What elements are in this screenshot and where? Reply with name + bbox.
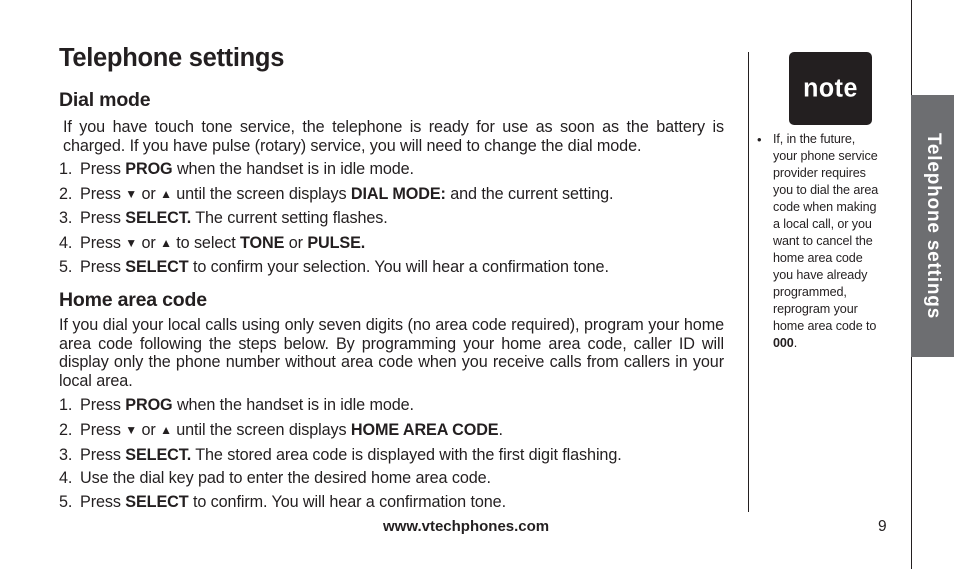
dial-step-4 [59, 234, 365, 253]
key-label: PROG [125, 160, 173, 178]
step-text: or [284, 234, 308, 252]
side-tab-label: Telephone settings [923, 132, 944, 320]
up-arrow-icon: ▲ [160, 423, 172, 437]
dial-mode-heading: Dial mode [59, 89, 151, 111]
step-number: 1. [59, 160, 73, 178]
step-text: or [137, 421, 161, 439]
step-text: when the handset is in idle mode. [172, 396, 414, 414]
key-label: HOME AREA CODE [350, 421, 499, 439]
step-text: or [137, 234, 161, 252]
page-title: Telephone settings [59, 44, 285, 72]
step-number: 4. [59, 469, 73, 487]
note-bullet: • [757, 132, 762, 147]
note-text [773, 131, 895, 352]
page-number: 9 [878, 518, 887, 535]
note-line: a local call, or you [773, 217, 872, 231]
step-text: Press [80, 209, 126, 227]
key-label: PULSE. [307, 234, 366, 252]
hac-step-2 [59, 421, 503, 440]
note-line: If, in the future, [773, 132, 856, 146]
note-line: code when making [773, 200, 877, 214]
key-label: PROG [125, 396, 173, 414]
key-label: SELECT [125, 493, 189, 511]
up-arrow-icon: ▲ [160, 236, 172, 250]
step-text: Press [80, 258, 126, 276]
step-text: Press [80, 160, 126, 178]
dial-mode-intro: If you have touch tone service, the telephone is ready for use as soon as the battery is charged. If you have pulse (rotary) service, you will need to change the dial mode. [63, 118, 724, 155]
step-text: Press [80, 446, 126, 464]
step-text: to confirm your selection. You will hear a confirmation tone. [188, 258, 609, 276]
step-text: . [498, 421, 503, 439]
step-text: to select [171, 234, 241, 252]
note-line: your phone service [773, 149, 878, 163]
key-label: SELECT. [125, 209, 192, 227]
note-badge-label: note [803, 73, 858, 103]
hac-step-5 [59, 493, 506, 512]
down-arrow-icon: ▼ [125, 236, 138, 250]
note-divider [748, 52, 749, 512]
note-line: home area code to [773, 319, 877, 333]
dial-step-5 [59, 258, 609, 277]
key-label: SELECT. [125, 446, 192, 464]
note-line: want to cancel the [773, 234, 873, 248]
step-text: Press [80, 493, 126, 511]
down-arrow-icon: ▼ [125, 187, 138, 201]
note-line: you to dial the area [773, 183, 879, 197]
note-line: programmed, [773, 285, 847, 299]
step-text: Press [80, 396, 126, 414]
step-number: 5. [59, 493, 73, 511]
step-text: and the current setting. [445, 185, 614, 203]
home-area-code-intro: If you dial your local calls using only seven digits (no area code required), program your home area code following the steps below. By programming your home area code, caller ID will display only the phone number without area code when you receive calls from callers in your local area. [59, 316, 724, 390]
step-number: 2. [59, 421, 73, 439]
key-label: SELECT [125, 258, 189, 276]
footer-url: www.vtechphones.com [383, 518, 550, 535]
step-text: until the screen displays [171, 185, 351, 203]
down-arrow-icon: ▼ [125, 423, 138, 437]
dial-step-2 [59, 185, 613, 204]
step-number: 1. [59, 396, 73, 414]
dial-step-1 [59, 160, 414, 179]
hac-step-3 [59, 446, 622, 465]
dial-step-3 [59, 209, 388, 228]
step-text: Press [80, 421, 126, 439]
step-text: Use the dial key pad to enter the desired home area code. [80, 469, 491, 487]
note-line: provider requires [773, 166, 866, 180]
step-text: The stored area code is displayed with the first digit flashing. [191, 446, 622, 464]
hac-step-1 [59, 396, 414, 415]
step-text: when the handset is in idle mode. [172, 160, 414, 178]
key-label: TONE [240, 234, 285, 252]
step-number: 5. [59, 258, 73, 276]
note-line: reprogram your [773, 302, 858, 316]
step-number: 3. [59, 446, 73, 464]
step-text: until the screen displays [171, 421, 351, 439]
step-number: 3. [59, 209, 73, 227]
step-text: Press [80, 234, 126, 252]
key-label: DIAL MODE: [350, 185, 446, 203]
note-line: home area code [773, 251, 863, 265]
step-text: The current setting flashes. [191, 209, 388, 227]
step-text: or [137, 185, 161, 203]
note-code-suffix: . [793, 336, 798, 350]
note-line: you have already [773, 268, 868, 282]
step-number: 2. [59, 185, 73, 203]
home-area-code-heading: Home area code [59, 289, 207, 311]
step-number: 4. [59, 234, 73, 252]
note-badge [789, 52, 872, 125]
up-arrow-icon: ▲ [160, 187, 172, 201]
hac-step-4 [59, 469, 491, 488]
note-code: 000 [773, 336, 794, 350]
step-text: to confirm. You will hear a confirmation tone. [188, 493, 506, 511]
step-text: Press [80, 185, 126, 203]
